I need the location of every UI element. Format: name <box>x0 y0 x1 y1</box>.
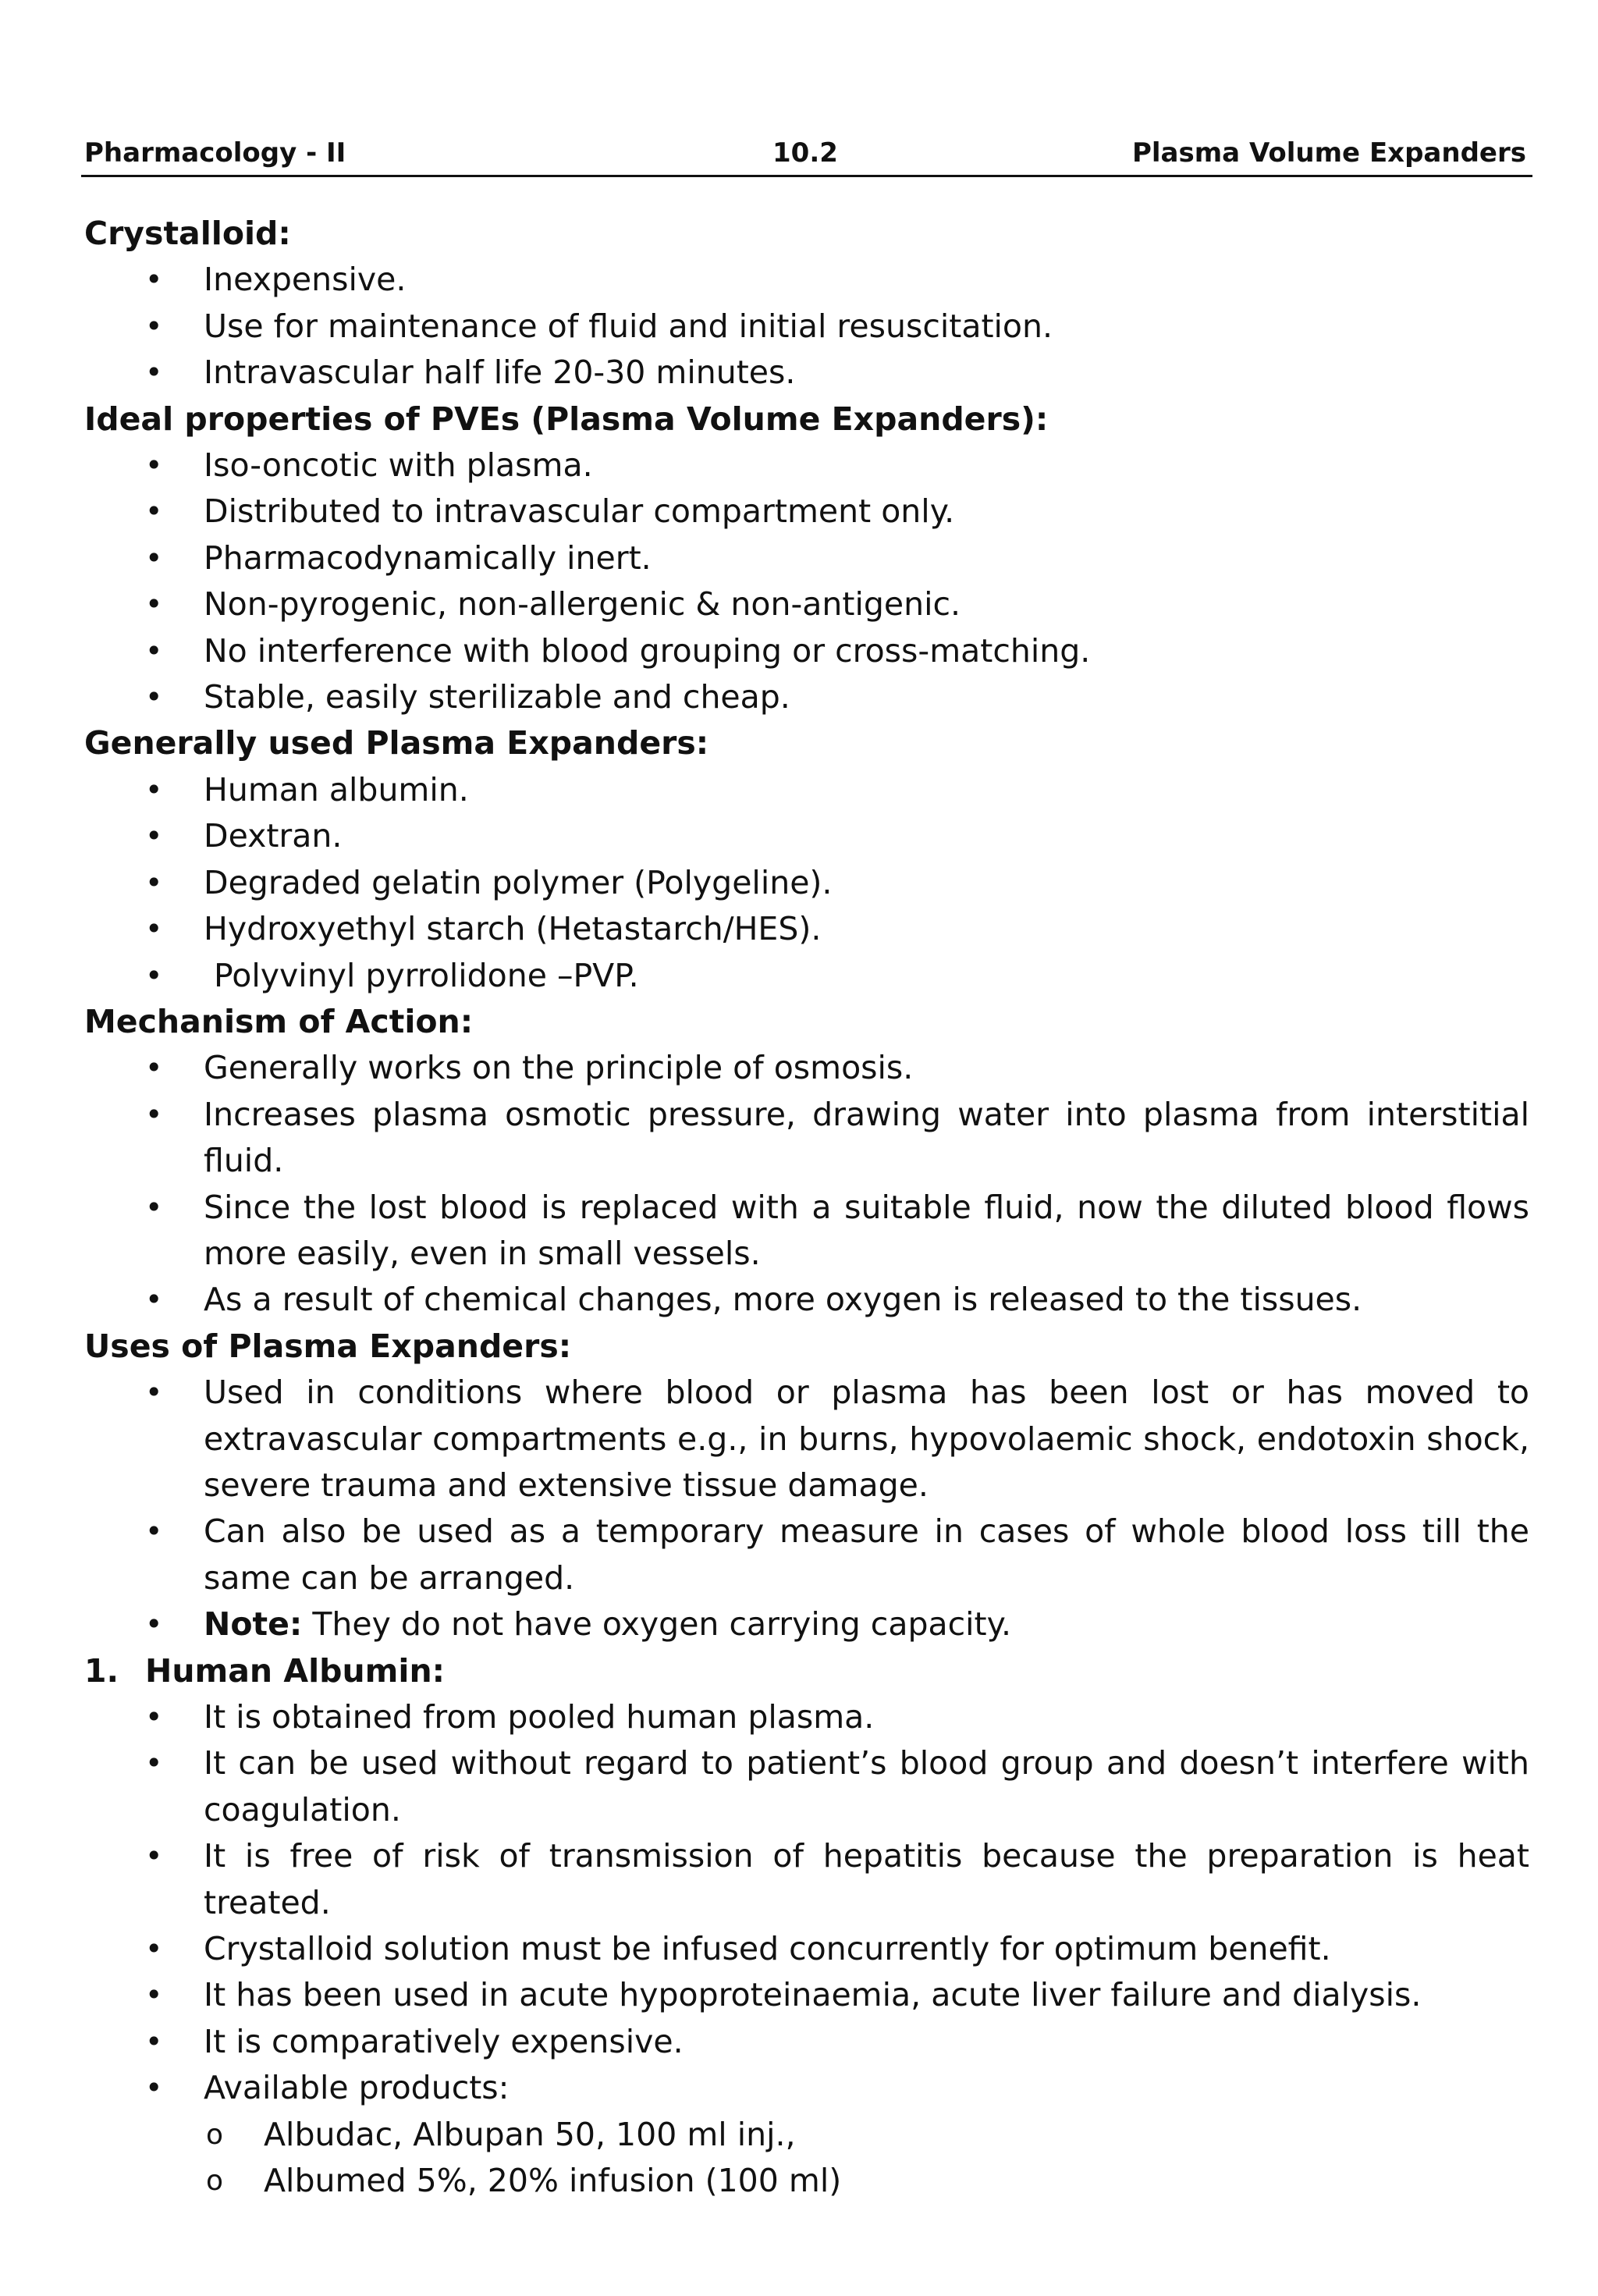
page-header <box>81 133 1532 177</box>
bullet-icon: • <box>145 1050 163 1086</box>
list-available-products <box>81 2112 1532 2205</box>
list-item: o Albudac, Albupan 50, 100 ml inj., <box>81 2112 1532 2158</box>
bullet-icon: • <box>145 1746 163 1781</box>
list-item: • Polyvinyl pyrrolidone –PVP. <box>81 953 1532 999</box>
list-item: • Pharmacodynamically inert. <box>81 535 1532 581</box>
list-item: • Stable, easily sterilizable and cheap. <box>81 674 1532 720</box>
list-item: • As a result of chemical changes, more oxygen is released to the tissues. <box>81 1277 1532 1323</box>
list-item: • Degraded gelatin polymer (Polygeline). <box>81 860 1532 906</box>
bullet-icon: • <box>145 587 163 622</box>
list-item: • It can be used without regard to patient’s blood group and doesn’t interfere with coagulation. <box>81 1740 1532 1833</box>
bullet-icon: • <box>145 540 163 575</box>
bullet-icon: • <box>145 1514 163 1549</box>
bullet-icon: • <box>145 1700 163 1734</box>
list-item: • Used in conditions where blood or plasma has been lost or has moved to extravascular compartments e.g., in burns, hypovolaemic shock, endotoxin shock, severe trauma and extensive tissue damage. <box>81 1370 1532 1509</box>
circle-bullet-icon: o <box>206 2118 224 2151</box>
heading-mechanism: Mechanism of Action: <box>84 1002 474 1040</box>
list-item: • Hydroxyethyl starch (Hetastarch/HES). <box>81 906 1532 952</box>
header-page-number: 10.2 <box>772 137 838 169</box>
list-item: • Can also be used as a temporary measure in cases of whole blood loss till the same can be arranged. <box>81 1509 1532 1601</box>
list-item: • It is obtained from pooled human plasma. <box>81 1694 1532 1740</box>
heading-uses: Uses of Plasma Expanders: <box>84 1327 572 1365</box>
list-ideal-properties <box>81 442 1532 720</box>
header-chapter-title: Plasma Volume Expanders <box>1131 137 1526 169</box>
bullet-icon: • <box>145 2024 163 2059</box>
note-text: They do not have oxygen carrying capacity. <box>302 1605 1012 1644</box>
heading-ideal-properties: Ideal properties of PVEs (Plasma Volume Expanders): <box>84 400 1049 438</box>
list-item: • Intravascular half life 20-30 minutes. <box>81 350 1532 396</box>
list-item: • Iso-oncotic with plasma. <box>81 442 1532 489</box>
bullet-icon: • <box>145 1932 163 1967</box>
list-uses <box>81 1370 1532 1647</box>
list-item <box>81 1601 1532 1647</box>
heading-crystalloid: Crystalloid: <box>84 215 291 252</box>
bullet-icon: • <box>145 1978 163 2013</box>
bullet-icon: • <box>145 308 163 343</box>
section-title: Human Albumin: <box>145 1651 446 1690</box>
list-human-albumin <box>81 1694 1532 2112</box>
bullet-icon: • <box>145 819 163 854</box>
list-item: • It is free of risk of transmission of hepatitis because the preparation is heat treated. <box>81 1833 1532 1926</box>
list-item: • Increases plasma osmotic pressure, drawing water into plasma from interstitial fluid. <box>81 1092 1532 1185</box>
list-mechanism <box>81 1045 1532 1323</box>
list-item: o Albumed 5%, 20% infusion (100 ml) <box>81 2158 1532 2204</box>
list-item: • Crystalloid solution must be infused concurrently for optimum benefit. <box>81 1926 1532 1972</box>
bullet-icon: • <box>145 680 163 715</box>
bullet-icon: • <box>145 633 163 668</box>
list-item: • Non-pyrogenic, non-allergenic & non-antigenic. <box>81 581 1532 627</box>
bullet-icon: • <box>145 958 163 993</box>
bullet-icon: • <box>145 262 163 297</box>
list-item: • It is comparatively expensive. <box>81 2019 1532 2065</box>
list-crystalloid <box>81 257 1532 396</box>
bullet-icon: • <box>145 448 163 483</box>
bullet-icon: • <box>145 1607 163 1642</box>
list-item: • Distributed to intravascular compartment only. <box>81 489 1532 535</box>
bullet-icon: • <box>145 355 163 390</box>
header-course: Pharmacology - II <box>84 137 346 169</box>
bullet-icon: • <box>145 1839 163 1874</box>
list-item: • Human albumin. <box>81 767 1532 813</box>
list-item: • Generally works on the principle of osmosis. <box>81 1045 1532 1091</box>
list-item: • Dextran. <box>81 813 1532 859</box>
heading-generally-used: Generally used Plasma Expanders: <box>84 724 709 762</box>
list-item: • Since the lost blood is replaced with a suitable fluid, now the diluted blood flows more easily, even in small vessels. <box>81 1185 1532 1278</box>
bullet-icon: • <box>145 912 163 947</box>
list-item: • Available products: <box>81 2065 1532 2111</box>
bullet-icon: • <box>145 865 163 900</box>
bullet-icon: • <box>145 1189 163 1224</box>
note-label: Note: <box>204 1605 303 1644</box>
bullet-icon: • <box>145 772 163 807</box>
list-item: • No interference with blood grouping or cross-matching. <box>81 628 1532 674</box>
heading-human-albumin <box>81 1648 1532 1694</box>
bullet-icon: • <box>145 1096 163 1132</box>
circle-bullet-icon: o <box>206 2165 224 2198</box>
page-content <box>81 211 1532 2204</box>
bullet-icon: • <box>145 1282 163 1317</box>
bullet-icon: • <box>145 494 163 529</box>
bullet-icon: • <box>145 2070 163 2106</box>
list-item: • Inexpensive. <box>81 257 1532 303</box>
list-item: • Use for maintenance of fluid and initial resuscitation. <box>81 304 1532 350</box>
list-generally-used <box>81 767 1532 999</box>
section-number: 1. <box>84 1651 119 1690</box>
list-item: • It has been used in acute hypoproteinaemia, acute liver failure and dialysis. <box>81 1972 1532 2018</box>
bullet-icon: • <box>145 1375 163 1410</box>
